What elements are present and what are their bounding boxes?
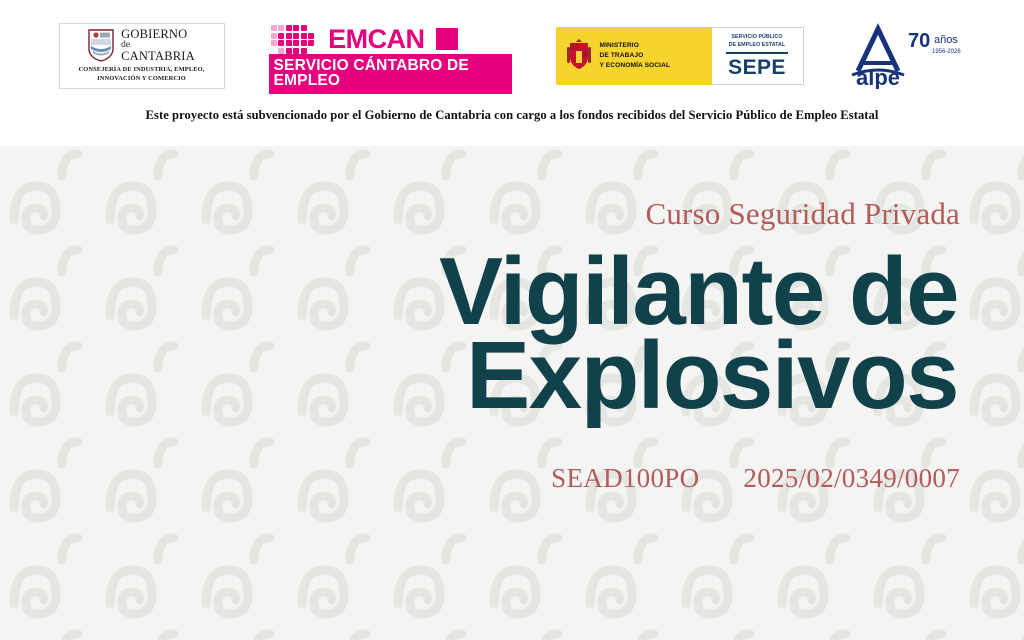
course-code: SEAD100PO [551, 463, 700, 494]
cantabria-department-line2: INNOVACIÓN Y COMERCIO [97, 74, 186, 82]
emcan-dots-icon [271, 25, 323, 54]
reference-code: 2025/02/0349/0007 [743, 463, 960, 494]
emcan-tagline: SERVICIO CÁNTABRO DE EMPLEO [269, 54, 512, 94]
alpe-mark-icon [848, 23, 966, 89]
logo-gobierno-de-cantabria [59, 23, 225, 89]
cantabria-department-line1: CONSEJERÍA DE INDUSTRIA, EMPLEO, [78, 65, 205, 73]
poster-body [0, 146, 1024, 640]
ministry-line2: DE TRABAJO [599, 52, 644, 60]
header [0, 0, 1024, 146]
code-row [0, 463, 960, 494]
title-line1: Vigilante de [438, 238, 958, 345]
cantabria-shield-icon [88, 29, 114, 62]
cantabria-line2: de [121, 39, 131, 50]
sepe-line2: DE EMPLEO ESTATAL [728, 42, 786, 48]
cantabria-wordmark [121, 28, 195, 63]
logo-ministerio-sepe [556, 27, 804, 85]
svg-text:70: 70 [907, 30, 930, 52]
svg-text:alpe: alpe [855, 65, 900, 89]
sepe-divider [726, 52, 788, 54]
svg-text:1956-2026: 1956-2026 [931, 49, 961, 55]
title-line2: Explosivos [466, 322, 958, 430]
ministry-wordmark [600, 41, 671, 71]
poster-text-block [0, 146, 1024, 640]
spain-coat-of-arms-icon [564, 37, 594, 75]
sepe-acronym: SEPE [728, 55, 786, 79]
page-title [0, 238, 958, 430]
ministry-line3: Y ECONOMÍA SOCIAL [599, 61, 671, 69]
cantabria-department [78, 66, 204, 83]
svg-text:años: años [933, 34, 958, 46]
funding-notice: Este proyecto está subvencionado por el Gobierno de Cantabria con cargo a los fondos recibidos del Servicio Público de Empleo Estatal [145, 108, 879, 122]
sepe-logo [712, 27, 804, 85]
cantabria-line1: GOBIERNO [121, 26, 188, 41]
emcan-square-icon [436, 28, 458, 50]
ministry-line1: MINISTERIO [599, 42, 639, 50]
course-kicker: Curso Seguridad Privada [645, 196, 960, 231]
cantabria-line3: CANTABRIA [121, 49, 195, 64]
sepe-line1: SERVICIO PÚBLICO [731, 34, 783, 41]
logo-alpe [848, 23, 966, 89]
logo-emcan [269, 23, 512, 90]
emcan-wordmark: EMCAN [328, 23, 425, 54]
logo-row [0, 0, 1024, 104]
